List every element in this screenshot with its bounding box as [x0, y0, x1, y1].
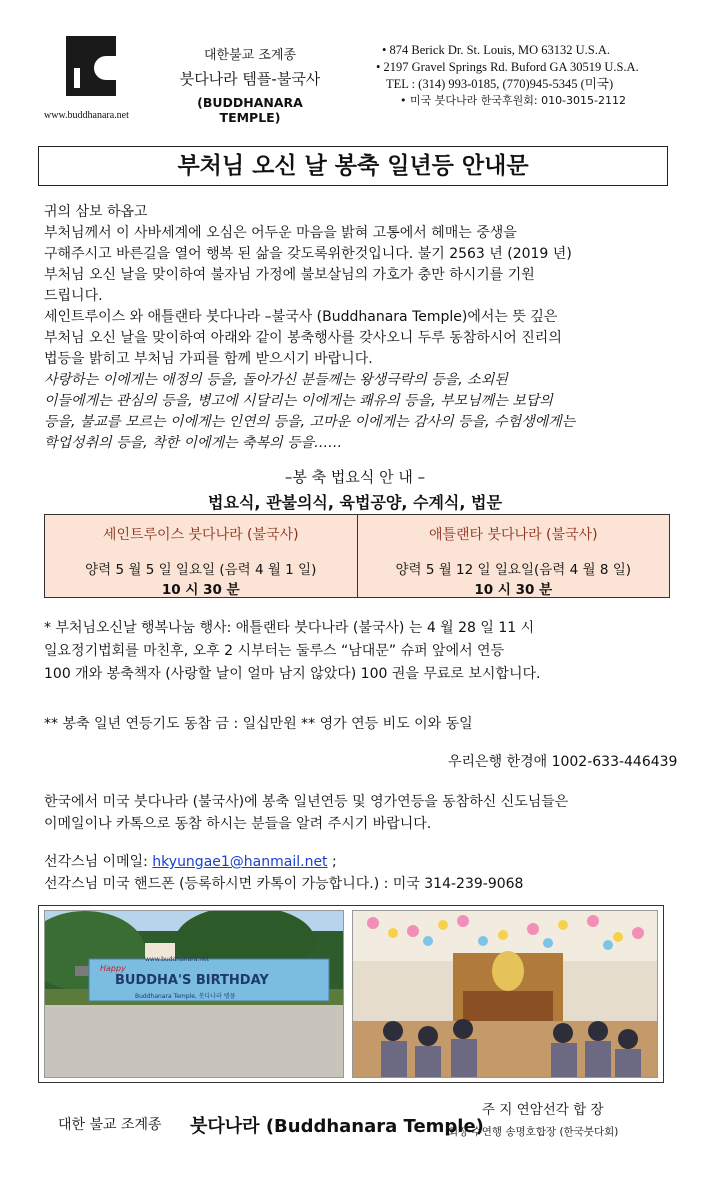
service-table	[44, 514, 670, 598]
temple-logo	[66, 36, 116, 96]
atlanta-service: 애틀랜타 붓다나라 (불국사) 양력 5 월 12 일 일요일(음력 4 월 8 일) 10 시 30 분	[357, 515, 670, 597]
stlouis-service: 세인트루이스 붓다나라 (불국사) 양력 5 월 5 일 일요일 (음력 4 월 1 일) 10 시 30 분	[85, 527, 317, 598]
event-line1: * 부처님오신날 행복나눔 행사: 애틀랜타 붓다나라 (불국사) 는 4 월 28 일 11 시	[44, 620, 535, 636]
address-stlouis: • 874 Berick Dr. St. Louis, MO 63132 U.S.A.	[382, 43, 610, 57]
banner-photo	[44, 910, 344, 1078]
page-title: 부처님 오신 날 봉축 일년등 안내문	[38, 146, 668, 186]
banner-title: BUDDHA'S BIRTHDAY	[115, 973, 269, 988]
intro-body: 귀의 삼보 하옵고 부처님께서 이 사바세계에 오심은 어두운 마음을 밝혀 고통에서 헤매는 중생을 구해주시고 바른길을 열어 행복 된 삶을 갖도록위한것입니다. 불기 2563 년 (2019 년) 부처님 오신 날을 맞이하여 불자님 가정에 불보살님의 가호가 충만 하시기를 기원 드립니다. 세인트루이스 와 애틀랜타 붓다나라 –불국사 (Buddhanara Temple)에서는 뜻 깊은 부처님 오신 날을 맞이하여 아래와 같이 봉축행사를 갖사오니 두루 동참하시어 진리의 법등을 밝히고 부처님 가피를 함께 받으시기 바랍니다. 사랑하는 이에게는 애정의 등을, 돌아가신 분들께는 왕생극락의 등을, 소외된 이들에게는 관심의 등을, 병고에 시달리는 이에게는 쾌유의 등을, 부모님께는 보답의 등을, 불교를 모르는 이에게는 인연의 등을, 고마운 이에게는 감사의 등을, 수험생에게는 학업성취의 등을, 착한 이에게는 축복의 등을……	[44, 204, 576, 451]
banner-happy: Happy	[100, 964, 126, 973]
sponsor-line: • 미국 붓다나라 한국후원회: 010-3015-2112	[400, 94, 626, 107]
org-line1: 대한불교 조계종	[203, 48, 297, 63]
korea-line2: 이메일이나 카톡으로 동참 하시는 분들을 알려 주시기 바랍니다.	[44, 816, 432, 832]
email-link[interactable]: hkyungae1@hanmail.net	[152, 854, 328, 870]
footer-org: 대한 불교 조계종	[58, 1117, 162, 1133]
website-url[interactable]: www.buddhanara.net	[44, 110, 129, 121]
service-subheading: 법요식, 관불의식, 육법공양, 수계식, 법문	[208, 493, 502, 512]
contact-email-line: 선각스님 이메일: hkyungae1@hanmail.net ;	[44, 854, 337, 870]
org-line2: 붓다나라 템플-불국사	[179, 70, 321, 88]
event-line3: 100 개와 봉축책자 (사랑할 날이 얼마 남지 않았다) 100 권을 무료로 보시합니다.	[44, 666, 541, 682]
donation-line: ** 봉축 일년 연등기도 동참 금 : 일십만원 ** 영가 연등 비도 이와 동일	[44, 716, 473, 732]
event-line2: 일요정기법회를 마친후, 오후 2 시부터는 둘루스 “남대문” 슈퍼 앞에서 연등	[44, 643, 505, 659]
banner-url: www.buddhanara.net	[145, 956, 210, 963]
bank-account: 우리은행 한경애 1002-633-446439	[448, 754, 678, 770]
org-line3: (BUDDHANARA TEMPLE)	[197, 95, 303, 125]
phone-line: TEL : (314) 993-0185, (770)945-5345 (미국)	[386, 77, 614, 91]
footer-temple: 붓다나라 (Buddhanara Temple)	[190, 1116, 484, 1137]
service-heading: –봉 축 법요식 안 내 –	[284, 468, 426, 486]
address-buford: • 2197 Gravel Springs Rd. Buford GA 30519 U.S.A.	[376, 60, 639, 74]
footer-abbot: 주 지 연암선각 합 장	[482, 1102, 604, 1118]
korea-line1: 한국에서 미국 붓다나라 (불국사)에 봉축 일년연등 및 영가연등을 동참하신 신도님들은	[44, 794, 569, 810]
temple-hall-photo	[352, 910, 658, 1078]
banner-sub: Buddhanara Temple, 붓다나라 템플	[135, 993, 236, 1000]
contact-phone: 선각스님 미국 핸드폰 (등록하시면 카톡이 가능합니다.) : 미국 314-239-9068	[44, 876, 524, 892]
footer-president: 회장 수연행 송명호합장 (한국붓다회)	[448, 1126, 619, 1138]
